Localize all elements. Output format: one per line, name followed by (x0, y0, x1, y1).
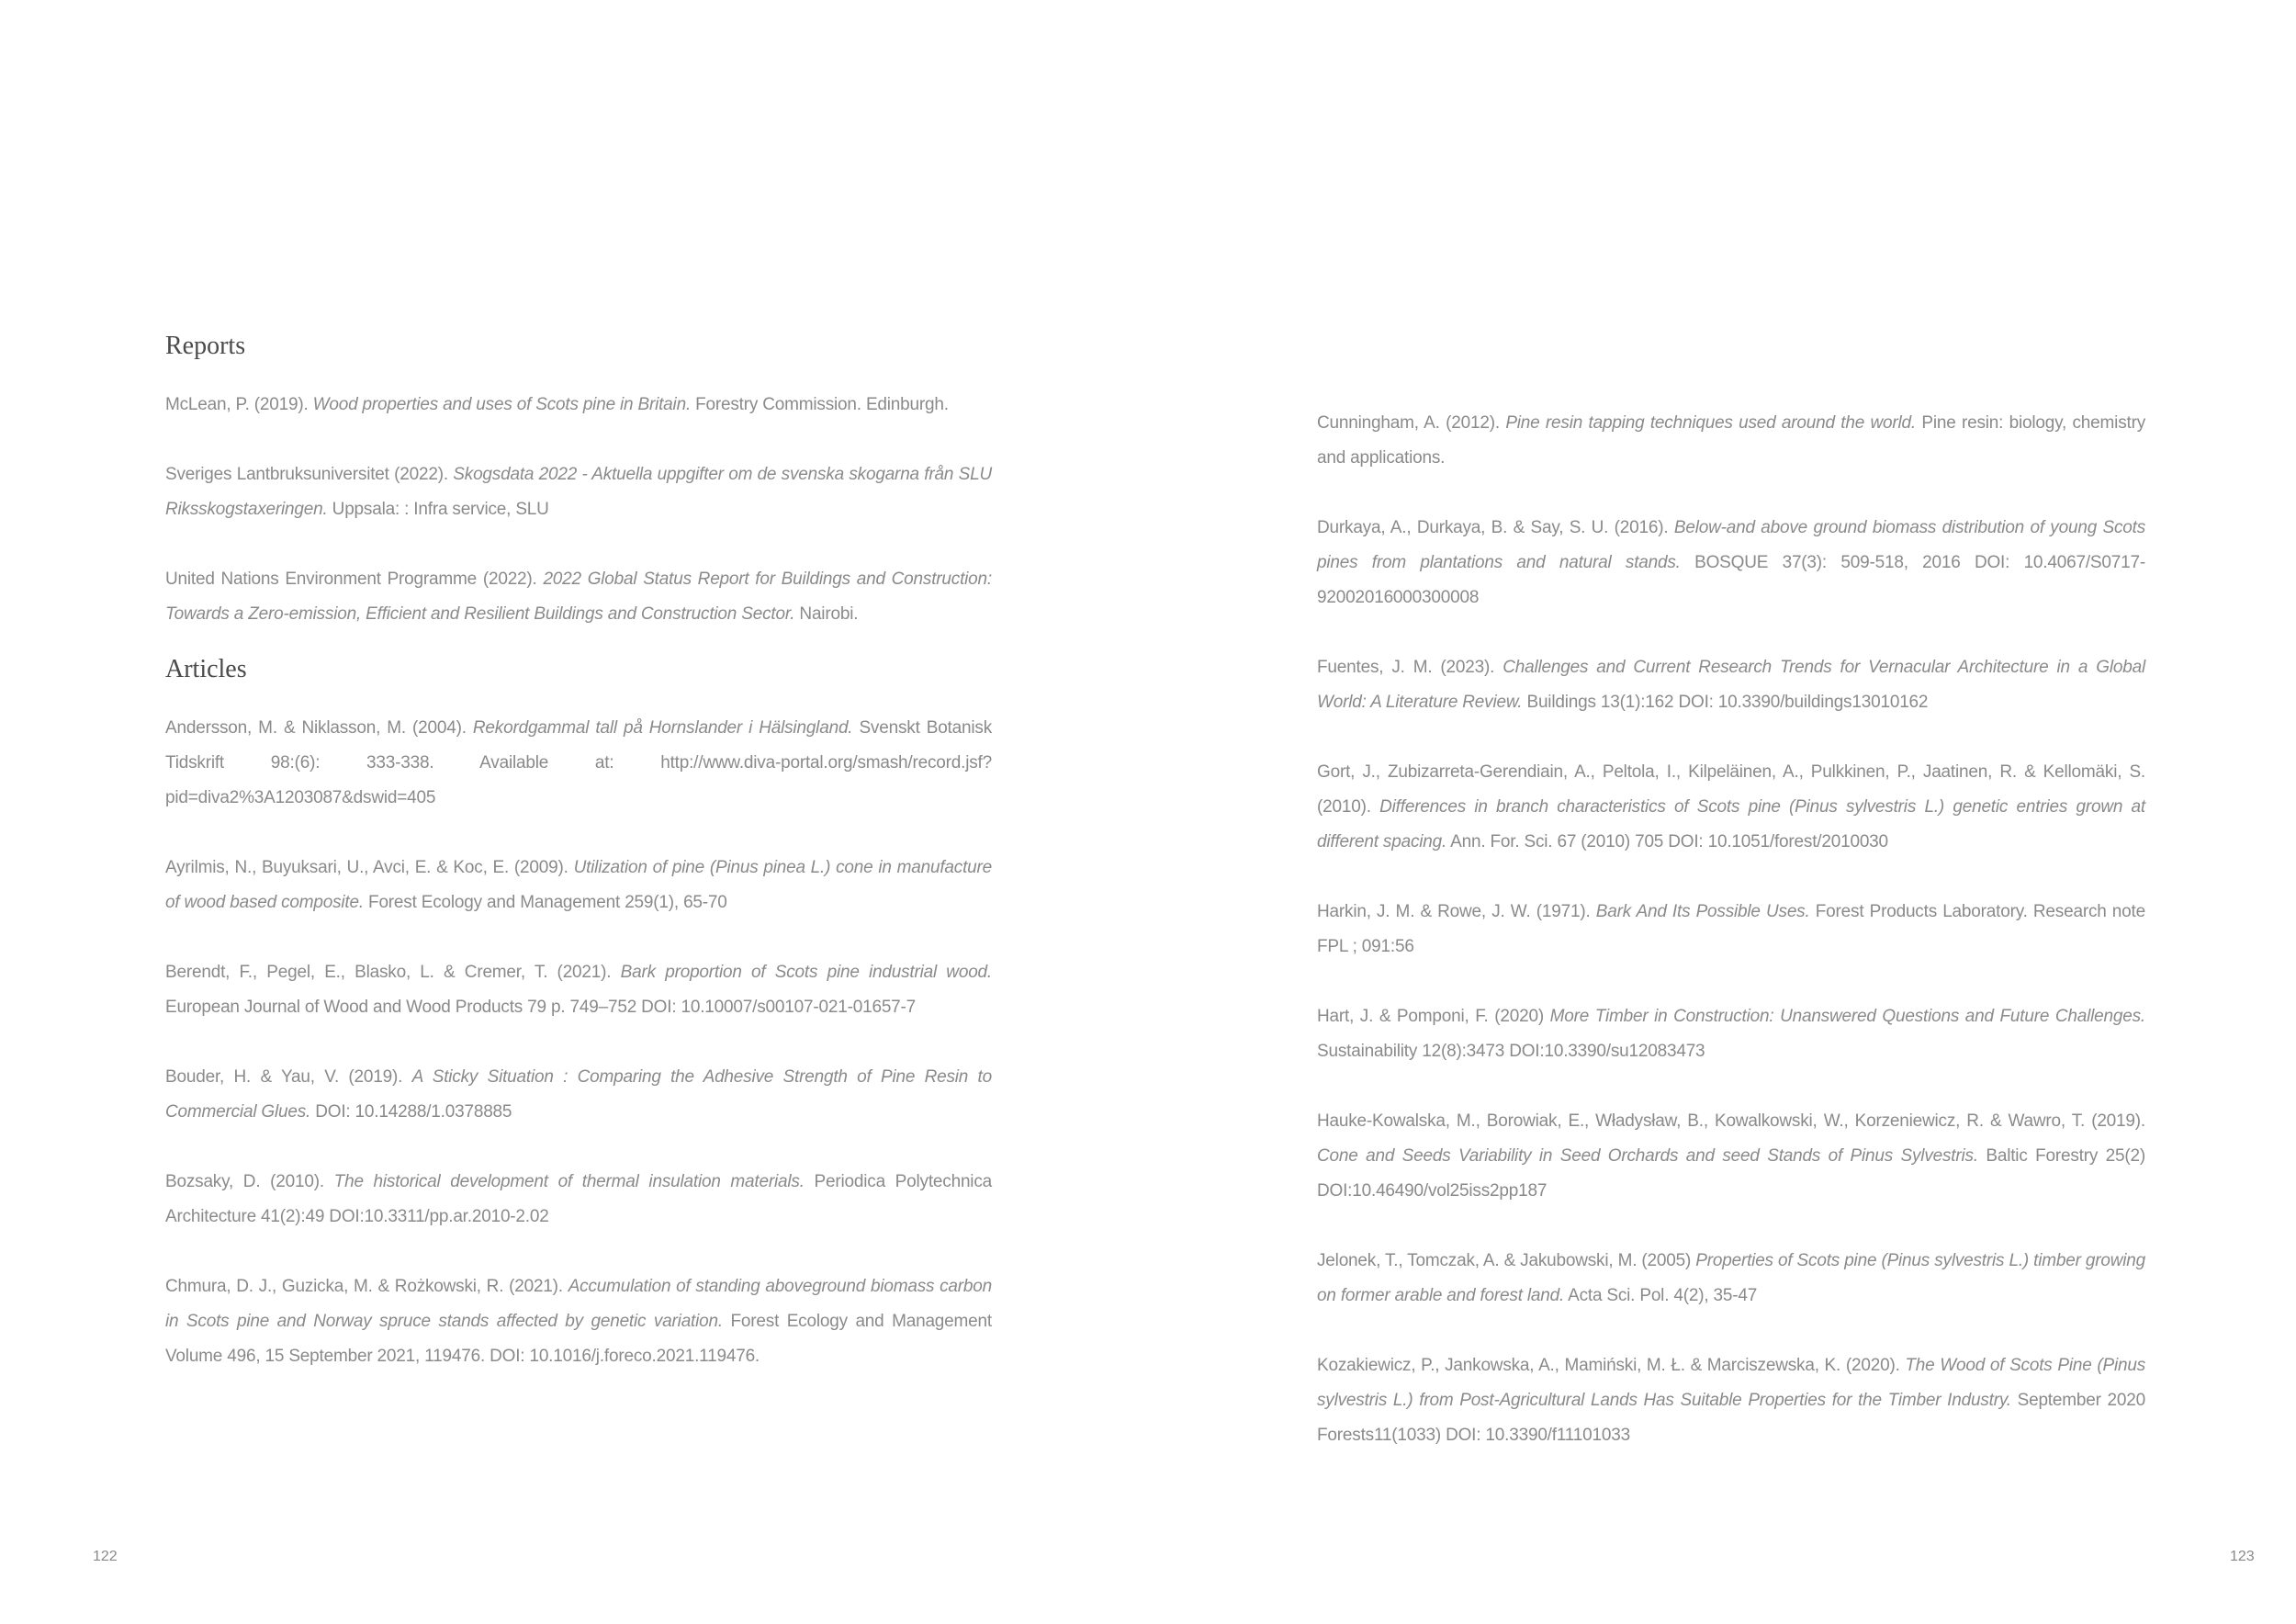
reference-item: Berendt, F., Pegel, E., Blasko, L. & Cremer, T. (2021). Bark proportion of Scots pine industrial wood. European Journal of Wood and Wood Products 79 p. 749–752 DOI: 10.10007/s00107-021-01657-7 (165, 963, 993, 1017)
reference-item: Kozakiewicz, P., Jankowska, A., Mamiński, M. Ł. & Marciszewska, K. (2020). The Wood of Scots Pine (Pinus sylvestris L.) from Post-Agricultural Lands Has Suitable Properties for the Timber Industry. September 2020 Forests11(1033) DOI: 10.3390/f11101033 (1317, 1356, 2145, 1445)
reference-item: Durkaya, A., Durkaya, B. & Say, S. U. (2016). Below-and above ground biomass distribution of young Scots pines from plantations and natural stands. BOSQUE 37(3): 509-518, 2016 DOI: 10.4067/S0717-92002016000300008 (1317, 518, 2146, 607)
page-number-right: 123 (2230, 1549, 2255, 1564)
reference-item: Chmura, D. J., Guzicka, M. & Rożkowski, R. (2021). Accumulation of standing aboveground biomass carbon in Scots pine and Norway spruce stands affected by genetic variation. Forest Ecology and Management Volume 496, 15 September 2021, 119476. DOI: 10.1016/j.foreco.2021.119476. (165, 1277, 992, 1366)
reference-item: Bozsaky, D. (2010). The historical development of thermal insulation materials. Periodica Polytechnica Architecture 41(2):49 DOI:10.3311/pp.ar.2010-2.02 (165, 1172, 992, 1226)
reference-item: McLean, P. (2019). Wood properties and uses of Scots pine in Britain. Forestry Commission. Edinburgh. (165, 395, 949, 414)
reports-list (165, 388, 992, 632)
page-number-left: 122 (93, 1549, 118, 1564)
articles-list-left (165, 711, 992, 1374)
left-page-column (165, 321, 992, 1409)
reference-item: Cunningham, A. (2012). Pine resin tapping techniques used around the world. Pine resin: biology, chemistry and applications. (1317, 413, 2145, 468)
reference-item: Harkin, J. M. & Rowe, J. W. (1971). Bark And Its Possible Uses. Forest Products Laboratory. Research note FPL ; 091:56 (1317, 902, 2145, 956)
reference-item: Bouder, H. & Yau, V. (2019). A Sticky Situation : Comparing the Adhesive Strength of Pine Resin to Commercial Glues. DOI: 10.14288/1.0378885 (165, 1067, 992, 1122)
reference-item: Hart, J. & Pomponi, F. (2020) More Timber in Construction: Unanswered Questions and Future Challenges. Sustainability 12(8):3473 DOI:10.3390/su12083473 (1317, 1007, 2145, 1061)
reference-item: Hauke-Kowalska, M., Borowiak, E., Władysław, B., Kowalkowski, W., Korzeniewicz, R. & Wawro, T. (2019). Cone and Seeds Variability in Seed Orchards and seed Stands of Pinus Sylvestris. Baltic Forestry 25(2) DOI:10.46490/vol25iss2pp187 (1317, 1111, 2145, 1201)
reports-heading: Reports (165, 332, 246, 360)
right-page-column (1317, 406, 2145, 1488)
reference-item: Sveriges Lantbruksuniversitet (2022). Skogsdata 2022 - Aktuella uppgifter om de svenska skogarna från SLU Riksskogstaxeringen. Uppsala: : Infra service, SLU (165, 465, 992, 519)
reference-item: United Nations Environment Programme (2022). 2022 Global Status Report for Buildings and Construction: Towards a Zero-emission, Efficient and Resilient Buildings and Construction Sector. Nairobi. (165, 570, 992, 624)
articles-heading: Articles (165, 655, 247, 683)
reference-item: Ayrilmis, N., Buyuksari, U., Avci, E. & Koc, E. (2009). Utilization of pine (Pinus pinea L.) cone in manufacture of wood based composite. Forest Ecology and Management 259(1), 65-70 (165, 858, 993, 912)
reference-item: Gort, J., Zubizarreta-Gerendiain, A., Peltola, I., Kilpeläinen, A., Pulkkinen, P., Jaatinen, R. & Kellomäki, S. (2010). Differences in branch characteristics of Scots pine (Pinus sylvestris L.) genetic entries grown at different spacing. Ann. For. Sci. 67 (2010) 705 DOI: 10.1051/forest/2010030 (1317, 762, 2145, 851)
articles-list-right (1317, 406, 2145, 1453)
reference-item: Andersson, M. & Niklasson, M. (2004). Rekordgammal tall på Hornslander i Hälsingland. Svenskt Botanisk Tidskrift 98:(6): 333-338. Available at: http://www.diva-portal.org/smash/record.jsf?pid=diva2%3A1203087&dswid=405 (165, 718, 992, 807)
reference-item: Jelonek, T., Tomczak, A. & Jakubowski, M. (2005) Properties of Scots pine (Pinus sylvestris L.) timber growing on former arable and forest land. Acta Sci. Pol. 4(2), 35-47 (1317, 1251, 2145, 1305)
reference-item: Fuentes, J. M. (2023). Challenges and Current Research Trends for Vernacular Architecture in a Global World: A Literature Review. Buildings 13(1):162 DOI: 10.3390/buildings13010162 (1317, 658, 2145, 712)
